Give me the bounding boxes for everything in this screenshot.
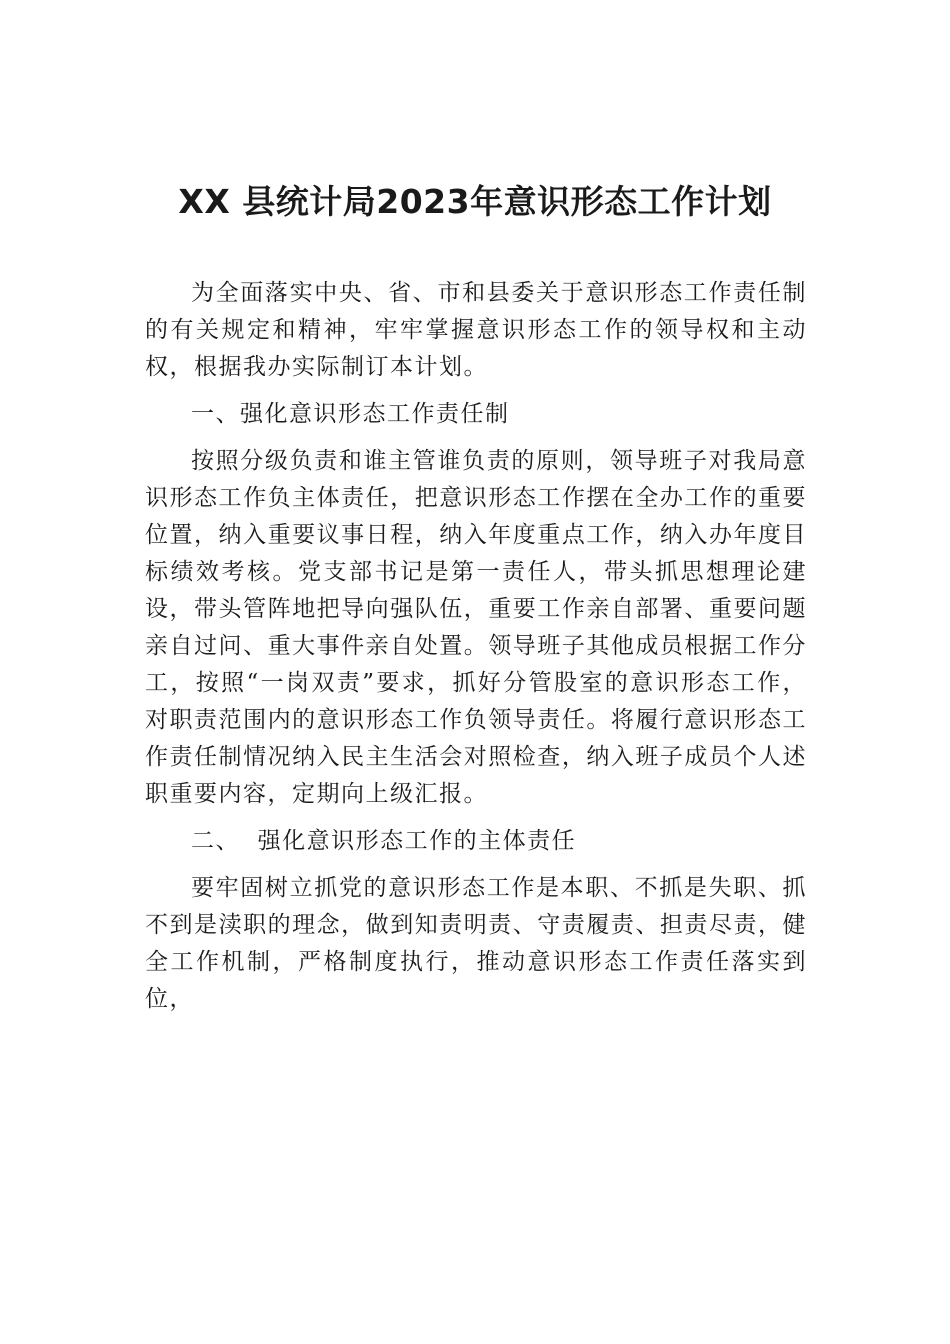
document-body [145,275,807,1028]
section-1-paragraph: 按照分级负责和谁主管谁负责的原则，领导班子对我局意识形态工作负主体责任，把意识形态工作摆在全办工作的重要位置，纳入重要议事日程，纳入年度重点工作，纳入办年度目标绩效考核。党支部书记是第一责任人，带头抓思想理论建设，带头管阵地把导向强队伍，重要工作亲自部署、重要问题亲自过问、重大事件亲自处置。领导班子其他成员根据工作分工，按照“一岗双责”要求，抓好分管股室的意识形态工作，对职责范围内的意识形态工作负领导责任。将履行意识形态工作责任制情况纳入民主生活会对照检查，纳入班子成员个人述职重要内容，定期向上级汇报。 [145,448,807,807]
section-heading-2: 二、 强化意识形态工作的主体责任 [191,828,577,854]
section-heading-1: 一、强化意识形态工作责任制 [191,401,510,427]
document-title: XX 县统计局2023年意识形态工作计划 [178,182,772,221]
intro-paragraph: 为全面落实中央、省、市和县委关于意识形态工作责任制的有关规定和精神，牢牢掌握意识形态工作的领导权和主动权，根据我办实际制订本计划。 [145,280,807,380]
section-2-paragraph: 要牢固树立抓党的意识形态工作是本职、不抓是失职、抓不到是渎职的理念，做到知责明责、守责履责、担责尽责，健全工作机制，严格制度执行，推动意识形态工作责任落实到位， [145,875,807,1012]
